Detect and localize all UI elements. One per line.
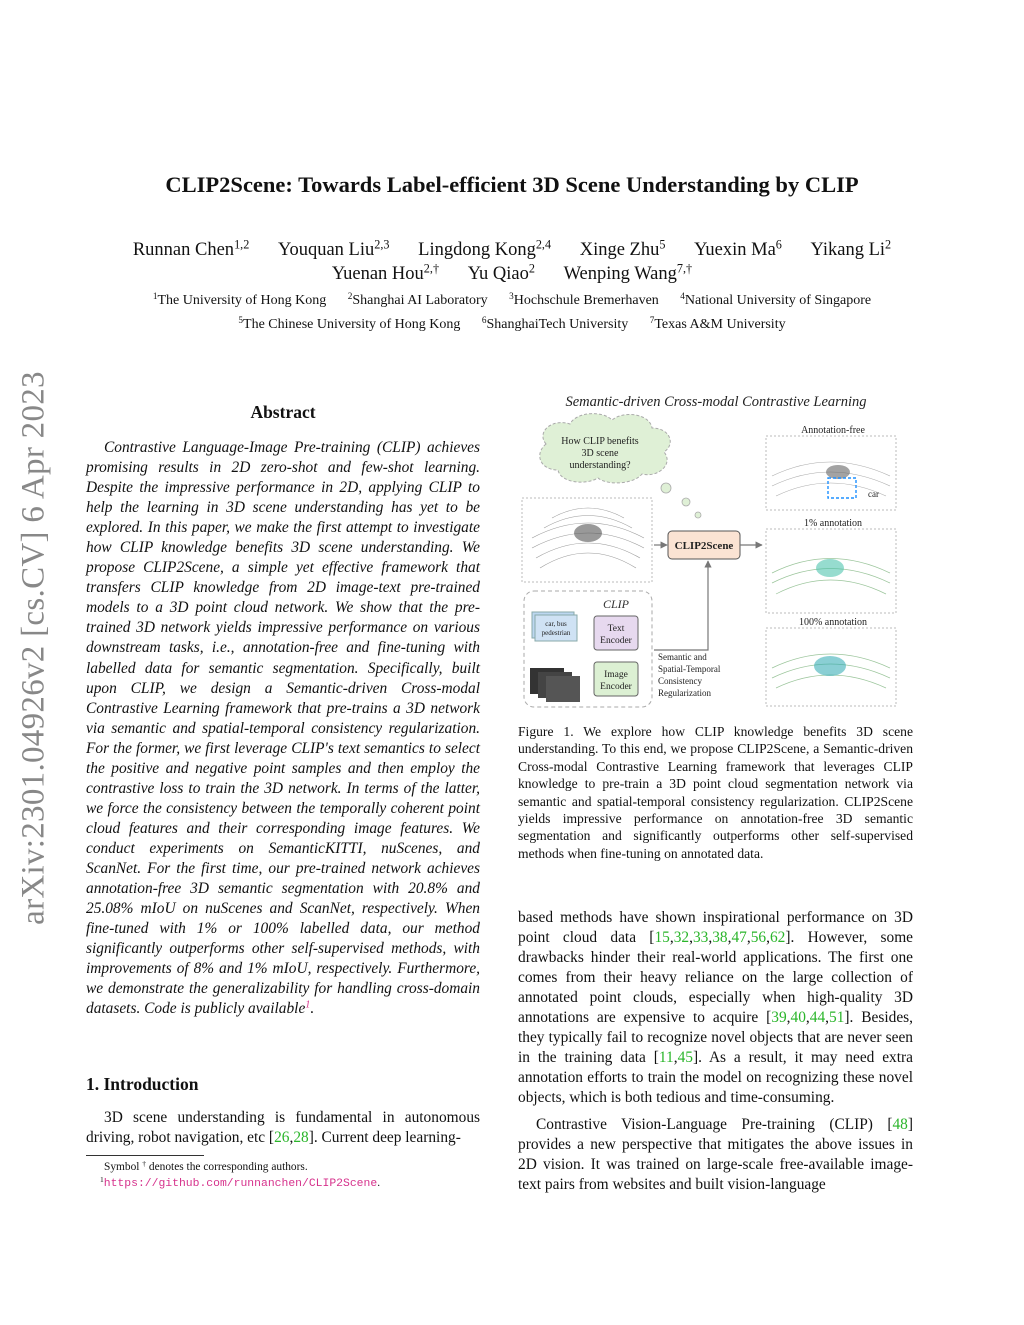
citation-link[interactable]: 62	[769, 929, 786, 946]
citation-link[interactable]: 44	[809, 1009, 826, 1026]
regularization-text: Spatial-Temporal	[658, 664, 721, 674]
citation-link[interactable]: 38	[712, 929, 728, 946]
intro-paragraph-right-2: Contrastive Vision-Language Pre-training (CLIP) [48] provides a new perspective that mitigates the above issues in 2D vision. It was trained on large-scale free-available image-text pairs from websites and built vision-language	[518, 1116, 913, 1193]
car-label: car	[868, 489, 879, 499]
code-url-link[interactable]: https://github.com/runnanchen/CLIP2Scene	[103, 1178, 378, 1190]
footnote-corresponding: Symbol † denotes the corresponding authors.	[104, 1158, 308, 1173]
arrow-regularization	[654, 561, 708, 650]
paper-title: CLIP2Scene: Towards Label-efficient 3D Scene Understanding by CLIP	[165, 172, 859, 197]
affiliation: $^3$Hochschule Bremerhaven	[509, 290, 659, 308]
citation-link[interactable]: 48	[892, 1116, 908, 1133]
citation-link[interactable]: 11	[658, 1049, 674, 1066]
text-encoder-label: Encoder	[600, 636, 632, 646]
author: Runnan Chen$^{1,2}$	[132, 237, 250, 260]
intro-paragraph-left: 3D scene understanding is fundamental in autonomous driving, robot navigation, etc [26,28]. Current deep learning-	[86, 1109, 480, 1146]
citation-link[interactable]: 40	[790, 1009, 806, 1026]
regularization-text: Consistency	[658, 676, 702, 686]
clip-label: CLIP	[602, 597, 630, 611]
cloud-text: understanding?	[569, 460, 631, 471]
image-encoder-label: Encoder	[600, 682, 632, 692]
citation-link[interactable]: 47	[731, 929, 747, 946]
affiliation: $^7$Texas A&M University	[649, 314, 786, 332]
citation-link[interactable]: 15	[654, 929, 670, 946]
author: Youquan Liu$^{2,3}$	[277, 237, 390, 260]
annotation-free-label: Annotation-free	[801, 425, 865, 436]
citation-link[interactable]: 56	[750, 929, 767, 946]
author: Xinge Zhu$^5$	[579, 237, 666, 260]
citation-link[interactable]: 39	[771, 1009, 787, 1026]
input-point-cloud	[522, 498, 652, 582]
figure-caption: Figure 1. We explore how CLIP knowledge benefits 3D scene understanding. To this end, we propose CLIP2Scene, a Semantic-driven Cross-modal Contrastive Learning framework that leverages CLIP knowledge to pre-train a 3D point cloud segmentation network via semantic and spatial-temporal consistency regularization. CLIP2Scene yields impressive performance on annotation-free 3D semantic segmentation and significantly outperforms other self-supervised methods when fine-tuning on annotated data.	[518, 724, 913, 861]
regularization-text: Semantic and	[658, 652, 707, 662]
regularization-text: Regularization	[658, 688, 711, 698]
clip2scene-label: CLIP2Scene	[674, 540, 734, 552]
affiliation: $^4$National University of Singapore	[680, 290, 872, 308]
citation-link[interactable]: 32	[673, 929, 690, 946]
affiliation: $^1$The University of Hong Kong	[152, 290, 327, 308]
footnote-code-url: $^1$https://github.com/runnanchen/CLIP2Scene.	[100, 1174, 381, 1190]
affiliation: $^5$The Chinese University of Hong Kong	[238, 314, 461, 332]
one-percent-label: 1% annotation	[803, 518, 863, 529]
author: Yuexin Ma$^6$	[694, 237, 782, 260]
authors-line-1	[60, 237, 964, 261]
text-prompt-card	[535, 615, 577, 641]
prompt-text: car, bus	[545, 620, 567, 628]
author: Yuenan Hou$^{2,\dagger}$	[331, 261, 440, 284]
image-encoder-label: Image	[604, 670, 628, 680]
hundred-percent-label: 100% annotation	[798, 617, 868, 628]
prompt-text: pedestrian	[541, 629, 571, 637]
citation-link[interactable]: 33	[692, 929, 709, 946]
affiliation: $^2$Shanghai AI Laboratory	[347, 290, 488, 308]
abstract-body: Contrastive Language-Image Pre-training (CLIP) achieves promising results in 2D zero-shot and few-shot learning. Despite the impressive performance in 2D, applying CLIP to help the learning in 3D scene understanding has yet to be explored. In this paper, we make the first attempt to investigate how CLIP knowledge benefits 3D scene understanding. We propose CLIP2Scene, a simple yet effective framework that transfers CLIP knowledge from 2D image-text pre-trained models to a 3D point cloud network. We show that the pre-trained 3D network yields impressive performance on various downstream tasks, i.e., annotation-free and fine-tuning with labelled data for semantic segmentation. Specifically, built upon CLIP, we design a Semantic-driven Cross-modal Contrastive Learning framework that pre-trains a 3D network via semantic and spatial-temporal consistency regularization. For the former, we first leverage CLIP's text semantics to select the positive and negative point samples and then employ the contrastive loss to train the 3D network. In terms of the latter, we force the consistency between the temporally coherent point cloud features and their corresponding image features. We conduct experiments on SemanticKITTI, nuScenes, and ScanNet. For the first time, our pre-trained network achieves annotation-free 3D semantic segmentation with 20.8% and 25.08% mIoU on nuScenes and ScanNet, respectively. When fine-tuned with 1% or 100% labelled data, our method significantly outperforms other self-supervised methods, with improvements of 8% and 1% mIoU, respectively. Furthermore, we demonstrate the generalizability for handling cross-domain datasets. Code is publicly available$^1$.	[86, 439, 480, 1018]
cloud-text: 3D scene	[581, 448, 619, 459]
arxiv-side-label-box	[4, 360, 64, 935]
abstract-heading: Abstract	[250, 402, 316, 422]
affiliations-line-2	[60, 314, 964, 333]
author: Yikang Li$^2$	[810, 237, 892, 260]
citation-link[interactable]: 28	[293, 1129, 309, 1146]
text-encoder-label: Text	[607, 624, 625, 634]
figure-top-title: Semantic-driven Cross-modal Contrastive Learning	[565, 394, 867, 410]
footnote-marker: 1	[305, 999, 311, 1011]
figure-1	[518, 388, 914, 710]
arxiv-side-label: arXiv:2301.04926v2 [cs.CV] 6 Apr 2023	[15, 370, 52, 925]
camera-image	[546, 676, 580, 702]
citation-link[interactable]: 51	[829, 1009, 845, 1026]
author: Lingdong Kong$^{2,4}$	[418, 237, 552, 260]
author: Yu Qiao$^2$	[467, 261, 535, 284]
author: Wenping Wang$^{7,\dagger}$	[563, 261, 693, 284]
footnote-divider	[86, 1155, 204, 1156]
authors-line-2	[60, 261, 964, 285]
figure-1-diagram	[518, 388, 914, 710]
intro-heading: 1. Introduction	[86, 1074, 199, 1094]
affiliation: $^6$ShanghaiTech University	[481, 314, 629, 332]
affiliations-line-1	[60, 290, 964, 309]
cloud-text: How CLIP benefits	[561, 436, 639, 447]
intro-paragraph-right-1: based methods have shown inspirational performance on 3D point cloud data [15,32,33,38,47,56,62]. However, some drawbacks hinder their real-world applications. The first one comes from their heavy reliance on the large collection of annotated point clouds, especially when high-quality 3D annotations are expensive to acquire [39,40,44,51]. Besides, they typically fail to recognize novel objects that are never seen in the training data [11,45]. As a result, it may need extra annotation efforts to train the model on recognizing these novel objects, which is both tedious and time-consuming.	[518, 909, 914, 1106]
citation-link[interactable]: 45	[677, 1049, 693, 1066]
citation-link[interactable]: 26	[274, 1129, 290, 1146]
